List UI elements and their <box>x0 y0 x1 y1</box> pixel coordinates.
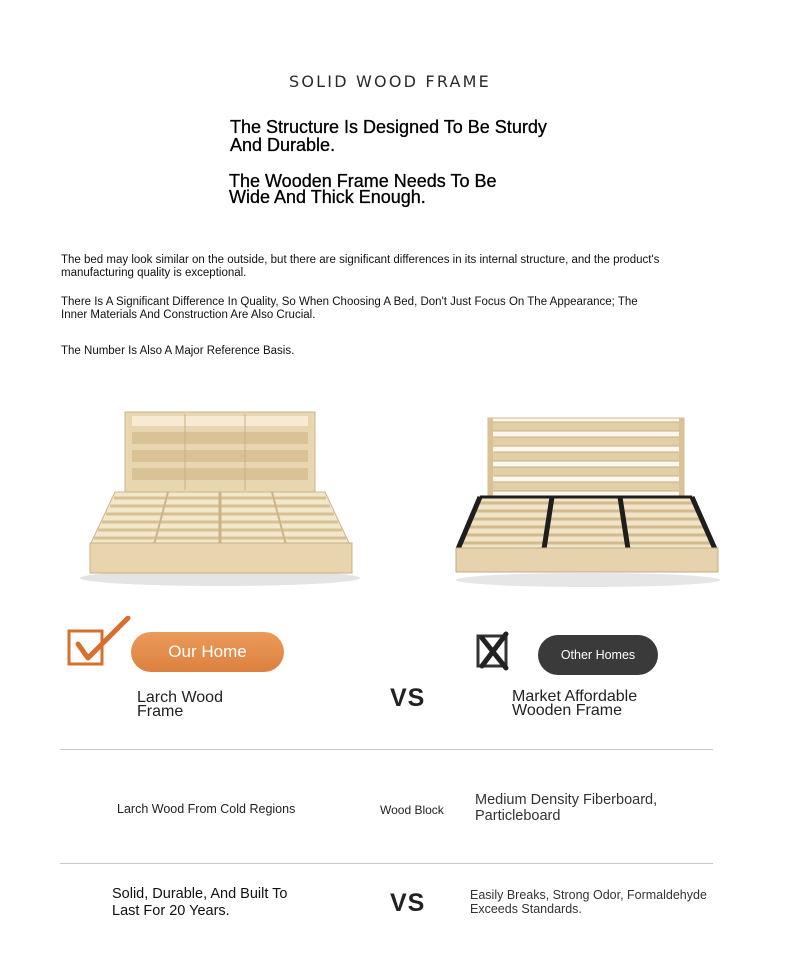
checkmark-icon <box>66 616 132 668</box>
row1-middle-text: Wood Block <box>380 803 444 817</box>
intro-paragraph-3: The Number Is Also A Major Reference Basis. <box>61 345 295 357</box>
row1-right-line2: Particleboard <box>475 808 561 824</box>
market-frame-line1: Market Affordable <box>512 688 638 705</box>
row1-right-line1: Medium Density Fiberboard, <box>475 792 658 808</box>
market-frame-line2: Wooden Frame <box>512 702 622 719</box>
market-bed-image <box>440 404 740 604</box>
intro-p2-line1: There Is A Significant Difference In Quality, So When Choosing A Bed, Don't Just Focus On The Appearance; The <box>61 296 638 308</box>
intro-p2-line2: Inner Materials And Construction Are Also Crucial. <box>61 309 316 321</box>
divider-2 <box>60 863 713 864</box>
other-homes-badge: Other Homes <box>538 635 658 675</box>
intro-paragraph-2 <box>61 296 741 322</box>
intro-p1-line2: manufacturing quality is exceptional. <box>61 267 247 279</box>
divider-1 <box>60 749 713 750</box>
row2-right-line2: Exceeds Standards. <box>470 902 582 916</box>
larch-frame-line2: Frame <box>137 703 184 720</box>
row1-right-text <box>475 792 657 824</box>
intro-paragraph-1 <box>61 254 741 280</box>
row2-left-line2: Last For 20 Years. <box>112 903 230 919</box>
heading-sturdy <box>230 118 547 154</box>
cross-icon <box>476 630 512 672</box>
row2-left-text <box>112 886 287 920</box>
larch-frame-label <box>137 691 223 719</box>
intro-p1-line1: The bed may look similar on the outside, but there are significant differences in its internal structure, and the product's <box>61 254 660 266</box>
page-title: SOLID WOOD FRAME <box>289 72 491 91</box>
our-home-badge: Our Home <box>131 632 284 672</box>
heading-sturdy-line1: The Structure Is Designed To Be Sturdy <box>230 117 547 137</box>
row1-left-text: Larch Wood From Cold Regions <box>117 802 296 816</box>
heading-wide <box>229 173 496 205</box>
vs-label-bottom: VS <box>390 889 426 917</box>
vs-label-top: VS <box>390 684 426 712</box>
market-frame-label <box>512 690 637 718</box>
larch-bed-image <box>70 400 370 600</box>
heading-sturdy-line2: And Durable. <box>230 135 336 155</box>
row2-right-text <box>470 888 707 916</box>
row2-right-line1: Easily Breaks, Strong Odor, Formaldehyde <box>470 888 707 902</box>
larch-frame-line1: Larch Wood <box>137 689 223 706</box>
row2-left-line1: Solid, Durable, And Built To <box>112 886 288 902</box>
heading-wide-line1: The Wooden Frame Needs To Be <box>229 171 497 191</box>
heading-wide-line2: Wide And Thick Enough. <box>229 187 426 207</box>
